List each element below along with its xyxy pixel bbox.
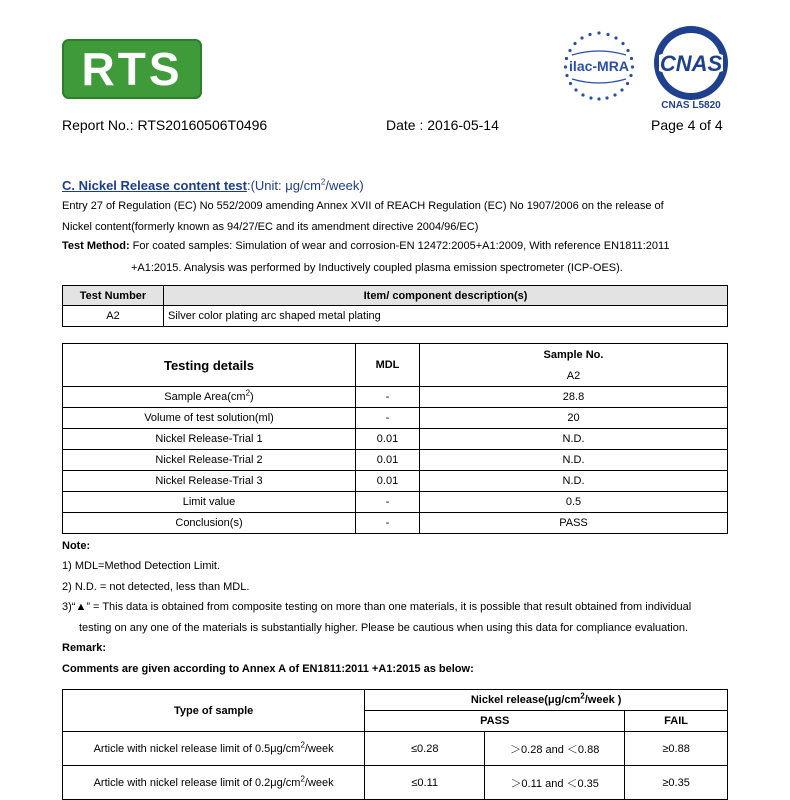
detail-label: Nickel Release-Trial 1 <box>63 429 356 450</box>
testing-details-header: Testing details <box>63 344 356 387</box>
mdl-cell: 0.01 <box>356 429 420 450</box>
mdl-header: MDL <box>356 344 420 387</box>
report-date: Date : 2016-05-14 <box>386 117 499 133</box>
value-cell: 20 <box>420 408 728 429</box>
pass-header: PASS <box>365 711 625 732</box>
note-1: 1) MDL=Method Detection Limit. <box>62 560 221 572</box>
note-2: 2) N.D. = not detected, less than MDL. <box>62 581 250 593</box>
section-title <box>62 178 364 193</box>
sample-type-cell: Article with nickel release limit of $0.5\mu g/cm^2$/week <box>63 732 365 766</box>
results-table <box>62 343 728 534</box>
section-unit: :(Unit: $\mu g/cm^2/week$) <box>246 177 364 193</box>
detail-label: Conclusion(s) <box>63 513 356 534</box>
table-row <box>63 732 728 766</box>
table-row <box>63 471 728 492</box>
logo-text: RTS <box>81 43 183 95</box>
cnas-text: CNAS <box>659 51 723 76</box>
test-number-header: Test Number <box>63 286 164 306</box>
table-row <box>63 513 728 534</box>
table-row <box>63 429 728 450</box>
pass-low-cell: ≤0.28 <box>365 732 485 766</box>
rts-logo <box>62 39 202 99</box>
pass-low-cell: ≤0.11 <box>365 766 485 800</box>
table-row <box>63 766 728 800</box>
table-row <box>63 492 728 513</box>
mdl-cell: - <box>356 513 420 534</box>
mdl-cell: 0.01 <box>356 471 420 492</box>
table-row <box>63 306 728 327</box>
table-row <box>63 450 728 471</box>
ilac-mra-logo <box>558 25 640 107</box>
mdl-cell: - <box>356 492 420 513</box>
detail-label: Limit value <box>63 492 356 513</box>
sample-type-cell: Article with nickel release limit of $0.2\mu g/cm^2$/week <box>63 766 365 800</box>
pass-range-cell: ＞0.11 and ＜0.35 <box>485 766 625 800</box>
item-description-header: Item/ component description(s) <box>164 286 728 306</box>
criteria-table <box>62 689 728 800</box>
test-number-cell: A2 <box>63 306 164 327</box>
note-3-line-2: testing on any one of the materials is substantially higher. Please be cautious when using this data for compliance evaluation. <box>79 622 689 634</box>
cnas-logo <box>651 25 731 105</box>
detail-label: Volume of test solution(ml) <box>63 408 356 429</box>
remark-title: Remark: <box>62 642 107 654</box>
cnas-number: CNAS L5820 <box>661 100 721 111</box>
detail-label: Nickel Release-Trial 2 <box>63 450 356 471</box>
page-number: Page 4 of 4 <box>651 117 723 133</box>
value-cell: PASS <box>420 513 728 534</box>
value-cell: 0.5 <box>420 492 728 513</box>
item-description-cell: Silver color plating arc shaped metal plating <box>164 306 728 327</box>
notes-section <box>62 540 728 680</box>
section-title-text: C. Nickel Release content test <box>62 178 247 193</box>
value-cell: N.D. <box>420 471 728 492</box>
fail-header: FAIL <box>625 711 728 732</box>
fail-cell: ≥0.88 <box>625 732 728 766</box>
table-row <box>63 408 728 429</box>
note-3-line-1: 3)“▲” = This data is obtained from composite testing on more than one materials, it is possible that result obtained from individual <box>62 601 692 613</box>
mdl-cell: - <box>356 408 420 429</box>
mdl-cell: 0.01 <box>356 450 420 471</box>
entry-line-2: Nickel content(formerly known as 94/27/EC and its amendment directive 2004/96/EC) <box>62 221 479 233</box>
entry-line-1: Entry 27 of Regulation (EC) No 552/2009 amending Annex XVII of REACH Regulation (EC) No 1907/2006 on the release of <box>62 200 664 212</box>
ilac-text: ilac-MRA <box>569 58 629 74</box>
comments-line: Comments are given according to Annex A of EN1811:2011 +A1:2015 as below: <box>62 663 474 675</box>
fail-cell: ≥0.35 <box>625 766 728 800</box>
table-row <box>63 387 728 408</box>
detail-label: Nickel Release-Trial 3 <box>63 471 356 492</box>
value-cell: N.D. <box>420 450 728 471</box>
type-of-sample-header: Type of sample <box>63 690 365 732</box>
sample-table <box>62 285 728 327</box>
detail-label: Sample $Area(cm^2)$ <box>63 387 356 408</box>
value-cell: N.D. <box>420 429 728 450</box>
test-method-label: Test Method: <box>62 240 130 252</box>
sample-no-header: Sample No. <box>420 344 728 366</box>
pass-range-cell: ＞0.28 and ＜0.88 <box>485 732 625 766</box>
sample-id-header: A2 <box>420 365 728 387</box>
note-title: Note: <box>62 540 91 552</box>
test-method-line-2: +A1:2015. Analysis was performed by Inductively coupled plasma emission spectrometer (ICP-OES). <box>131 262 623 274</box>
value-cell: 28.8 <box>420 387 728 408</box>
test-method-line-1: Test Method: For coated samples: Simulation of wear and corrosion-EN 12472:2005+A1:2009, With reference EN1811:2011 <box>62 240 670 252</box>
nickel-release-header: Nickel $release(\mu g/cm^2$/week ) <box>365 690 728 711</box>
mdl-cell: - <box>356 387 420 408</box>
report-number: Report No.: RTS20160506T0496 <box>62 117 268 133</box>
